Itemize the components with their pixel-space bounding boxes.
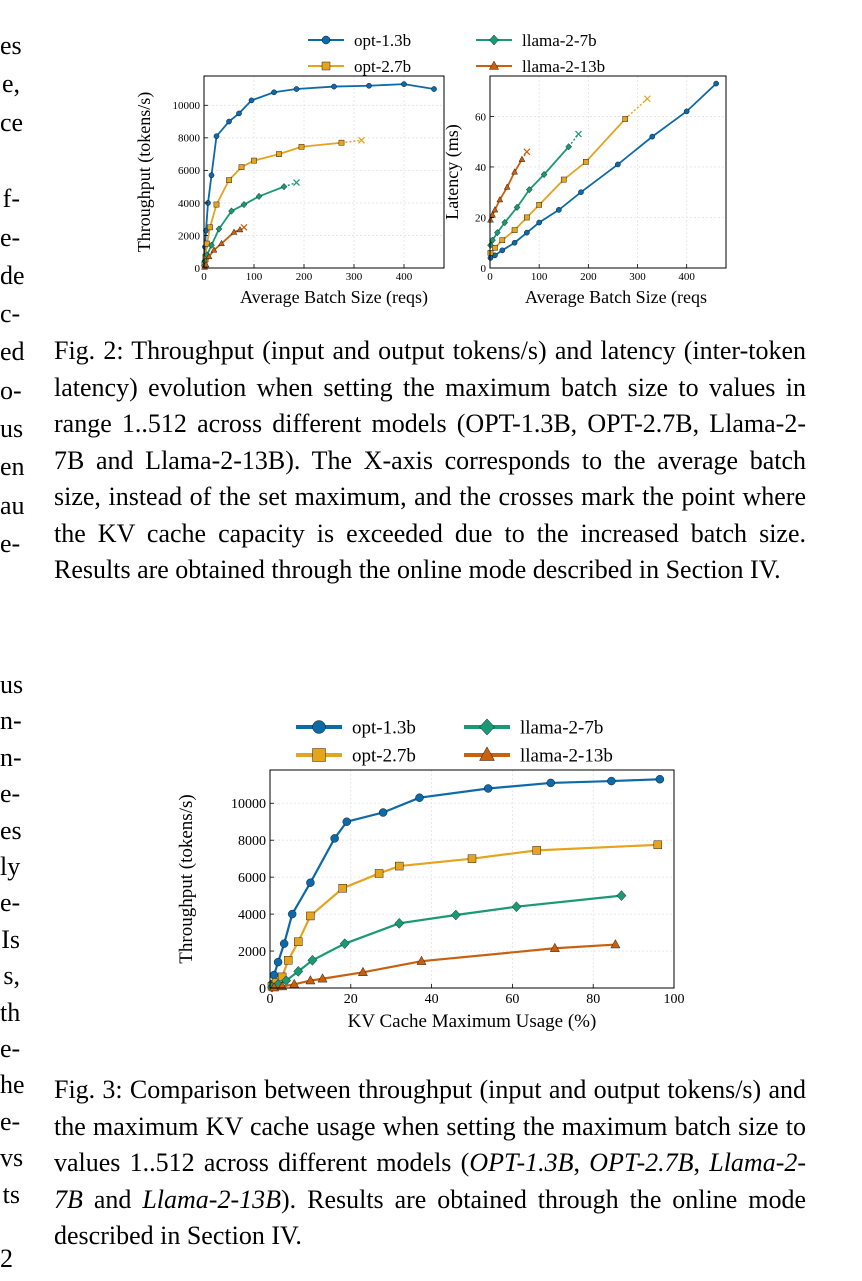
opt-2.7b-point (500, 238, 505, 243)
opt-1.3b-point (366, 83, 371, 88)
legend-label: opt-1.3b (354, 30, 412, 50)
opt-1.3b-point (401, 82, 406, 87)
fig2-throughput-chart (126, 66, 470, 316)
opt-1.3b-point (578, 190, 583, 195)
opt-2.7b-point (339, 140, 344, 145)
fig3-caption-model-2: OPT-2.7B (589, 1148, 694, 1177)
left-column-fragment: o- (0, 375, 22, 405)
y-tick-label: 4000 (238, 908, 266, 924)
opt-1.3b-point (249, 98, 254, 103)
opt-2.7b-point (468, 855, 476, 863)
left-column-fragment: e- (0, 222, 21, 252)
y-tick-label: 8000 (178, 132, 200, 145)
fig2-caption: Fig. 2: Throughput (input and output tokens/s) and latency (inter-token latency) evolution when setting the maximum batch size to values in range 1..512 across different models (OPT-1.3B, OPT-2.7B, Llama-2-7B and Llama-2-13B). The X-axis corresponds to the average batch size, instead of the set maximum, and the crosses mark the point where the KV cache capacity is exceeded due to the increased batch size. Results are obtained through the online mode described in Section IV. (54, 336, 806, 584)
x-tick-label: 400 (678, 271, 695, 283)
opt-2.7b-point (207, 225, 212, 230)
x-tick-label: 400 (395, 271, 413, 283)
opt-1.3b-point (607, 777, 615, 785)
series-opt-1.3b (488, 81, 719, 261)
llama-2-7b-point (281, 183, 287, 190)
left-column-fragment: de (0, 260, 25, 290)
fig3-caption-sep-2: , (693, 1148, 710, 1177)
left-column-fragment: au (0, 490, 25, 520)
left-column-fragment: e- (0, 1034, 21, 1063)
fig3-caption-model-1: OPT-1.3B (469, 1148, 574, 1177)
left-column-fragment: vs (0, 1143, 24, 1173)
fig3-caption-model-3: Llama-2-7B (54, 1148, 807, 1214)
left-column-fragment: es (0, 31, 22, 60)
opt-1.3b-point (270, 971, 278, 979)
series-line-opt-2.7b (272, 845, 658, 986)
left-column-fragment: en (0, 452, 25, 482)
y-tick-label: 40 (475, 161, 486, 174)
y-axis-label: Throughput (tokens/s) (134, 91, 154, 253)
legend-point (322, 36, 330, 44)
x-tick-label: 0 (487, 271, 493, 283)
series-line-opt-1.3b (272, 779, 660, 984)
left-column-fragment: e- (0, 1106, 21, 1136)
series-llama-2-7b (488, 131, 582, 248)
opt-1.3b-point (615, 162, 620, 167)
opt-1.3b-point (556, 207, 561, 212)
y-tick-label: 2000 (178, 230, 200, 243)
left-column-fragment: ts (2, 1179, 20, 1209)
legend-label: llama-2-7b (522, 30, 597, 50)
opt-2.7b-point (276, 152, 281, 157)
opt-2.7b-point (537, 202, 542, 207)
opt-1.3b-point (306, 879, 314, 887)
legend-entry (464, 718, 603, 739)
x-tick-label: 0 (266, 992, 274, 1007)
plot-frame (204, 76, 444, 268)
x-axis-label: KV Cache Maximum Usage (%) (347, 1011, 597, 1032)
left-column-fragment: ed (0, 337, 25, 367)
left-column-fragment: Is (1, 924, 20, 954)
opt-1.3b-point (714, 81, 719, 86)
llama-2-7b-point (256, 193, 262, 200)
left-column-fragment: es (0, 815, 22, 845)
overflow-line-opt-2.7b (625, 99, 647, 119)
y-tick-label: 0 (259, 981, 266, 997)
legend-entry (296, 718, 416, 739)
page-number: 2 (0, 1244, 13, 1273)
opt-1.3b-point (209, 173, 214, 178)
left-column-fragment: ce (0, 107, 24, 137)
left-column-fragment: he (0, 1070, 25, 1100)
x-tick-label: 40 (424, 992, 439, 1007)
opt-2.7b-point (306, 912, 314, 920)
opt-2.7b-point (299, 144, 304, 149)
opt-2.7b-point (512, 228, 517, 233)
opt-2.7b-point (339, 884, 347, 892)
x-tick-label: 60 (505, 992, 520, 1007)
opt-2.7b-point (524, 215, 529, 220)
series-line-llama-2-7b (272, 896, 621, 987)
series-line-opt-2.7b (205, 143, 342, 265)
opt-1.3b-point (226, 119, 231, 124)
left-column-fragment: e, (1, 69, 20, 99)
y-tick-label: 0 (194, 262, 200, 275)
opt-2.7b-point (294, 938, 302, 946)
legend-entry (308, 31, 411, 50)
left-column-fragment: e- (0, 888, 21, 918)
y-tick-label: 10000 (172, 100, 200, 113)
llama-2-7b-point (241, 201, 247, 208)
fig3-caption-a: Fig. 3: Comparison between throughput (input and output tokens/s) and the maximum KV cache usage when setting the maximum batch size to values 1..512 across different models ( (54, 1075, 806, 1177)
x-tick-label: 300 (629, 271, 646, 283)
opt-1.3b-point (271, 90, 276, 95)
y-tick-label: 10000 (231, 797, 266, 813)
fig3-caption (54, 1072, 806, 1255)
left-column-fragment: n- (0, 742, 22, 772)
fig2-latency-chart (440, 66, 740, 316)
series-opt-2.7b (268, 841, 662, 990)
legend-label: llama-2-13b (522, 56, 606, 76)
opt-1.3b-point (379, 808, 387, 816)
x-tick-label: 200 (295, 271, 313, 283)
left-column-fragment: s, (3, 961, 20, 991)
opt-1.3b-point (214, 134, 219, 139)
fig3-caption-sep-1: , (573, 1148, 590, 1177)
opt-2.7b-point (623, 116, 628, 121)
opt-1.3b-point (650, 134, 655, 139)
opt-1.3b-point (343, 818, 351, 826)
left-column-fragment: f- (2, 184, 20, 214)
opt-2.7b-point (226, 178, 231, 183)
left-column-fragment: th (0, 997, 21, 1027)
opt-1.3b-point (537, 220, 542, 225)
y-tick-label: 2000 (238, 944, 266, 960)
llama-2-7b-point (512, 902, 521, 912)
legend-entry (476, 31, 597, 50)
y-axis-label: Latency (ms) (442, 124, 462, 220)
y-tick-label: 60 (475, 111, 486, 124)
llama-2-7b-point (617, 891, 626, 901)
opt-2.7b-point (654, 841, 662, 849)
opt-2.7b-point (583, 159, 588, 164)
y-tick-label: 4000 (178, 197, 200, 210)
llama-2-7b-point (340, 939, 349, 949)
y-tick-label: 20 (475, 212, 486, 225)
opt-1.3b-point (524, 230, 529, 235)
legend-point (489, 35, 498, 45)
legend-label: llama-2-13b (520, 745, 613, 767)
legend-label: llama-2-7b (520, 717, 604, 739)
series-line-opt-2.7b (490, 119, 625, 253)
llama-2-7b-point (395, 918, 404, 928)
left-column-fragment: c- (0, 299, 21, 329)
y-tick-label: 6000 (178, 165, 200, 178)
left-column-fragment: us (0, 670, 24, 699)
opt-1.3b-point (431, 86, 436, 91)
y-tick-label: 0 (480, 262, 486, 275)
y-tick-label: 8000 (238, 834, 266, 850)
left-column-fragment: us (0, 414, 24, 443)
opt-1.3b-point (484, 784, 492, 792)
llama-2-7b-point (451, 910, 460, 920)
left-column-fragment: e- (0, 779, 21, 809)
opt-2.7b-point (251, 158, 256, 163)
opt-1.3b-point (280, 940, 288, 948)
x-tick-label: 0 (201, 271, 207, 283)
opt-1.3b-point (331, 834, 339, 842)
y-tick-label: 6000 (238, 871, 266, 887)
x-axis-label: Average Batch Size (reqs (524, 287, 708, 307)
series-llama-2-13b (488, 149, 530, 222)
series-opt-2.7b (202, 137, 365, 267)
opt-1.3b-point (547, 779, 555, 787)
fig3-caption-b: ). Results are obtained through the online mode described in Section IV. (54, 1184, 806, 1250)
series-llama-2-7b (202, 180, 300, 269)
opt-1.3b-point (415, 794, 423, 802)
opt-2.7b-point (214, 202, 219, 207)
opt-2.7b-point (561, 177, 566, 182)
x-tick-label: 20 (343, 992, 358, 1007)
opt-2.7b-point (239, 165, 244, 170)
opt-1.3b-point (288, 910, 296, 918)
fig3-kv-cache-chart (170, 756, 690, 1052)
left-column-fragment: e- (0, 528, 21, 558)
x-axis-label: Average Batch Size (reqs) (239, 287, 429, 307)
opt-1.3b-point (512, 240, 517, 245)
opt-2.7b-point (375, 869, 383, 877)
opt-1.3b-point (331, 84, 336, 89)
x-tick-label: 100 (245, 271, 263, 283)
left-column-fragment: ly (0, 852, 21, 881)
opt-1.3b-point (236, 111, 241, 116)
y-axis-label: Throughput (tokens/s) (176, 794, 197, 964)
x-tick-label: 100 (663, 992, 685, 1007)
left-column-fragment: n- (0, 706, 22, 736)
x-tick-label: 300 (345, 271, 363, 283)
series-llama-2-13b (269, 940, 620, 991)
legend-point (313, 721, 326, 734)
x-tick-label: 200 (580, 271, 597, 283)
opt-1.3b-point (656, 775, 664, 783)
opt-1.3b-point (500, 248, 505, 253)
opt-1.3b-point (684, 109, 689, 114)
llama-2-13b-point (519, 156, 525, 161)
series-line-llama-2-7b (205, 187, 285, 266)
legend-label: opt-2.7b (352, 745, 416, 767)
opt-1.3b-point (294, 86, 299, 91)
overflow-line-opt-2.7b (342, 140, 362, 142)
x-tick-label: 80 (586, 992, 601, 1007)
opt-2.7b-point (284, 956, 292, 964)
fig3-caption-model-4: Llama-2-13B (142, 1184, 281, 1214)
legend-label: opt-1.3b (352, 717, 416, 739)
legend-label: opt-2.7b (354, 56, 412, 76)
fig3-caption-and: and (82, 1184, 143, 1214)
legend-point (480, 719, 495, 735)
x-tick-label: 100 (530, 271, 548, 283)
opt-2.7b-point (395, 862, 403, 870)
opt-1.3b-point (274, 958, 282, 966)
opt-2.7b-point (533, 846, 541, 854)
